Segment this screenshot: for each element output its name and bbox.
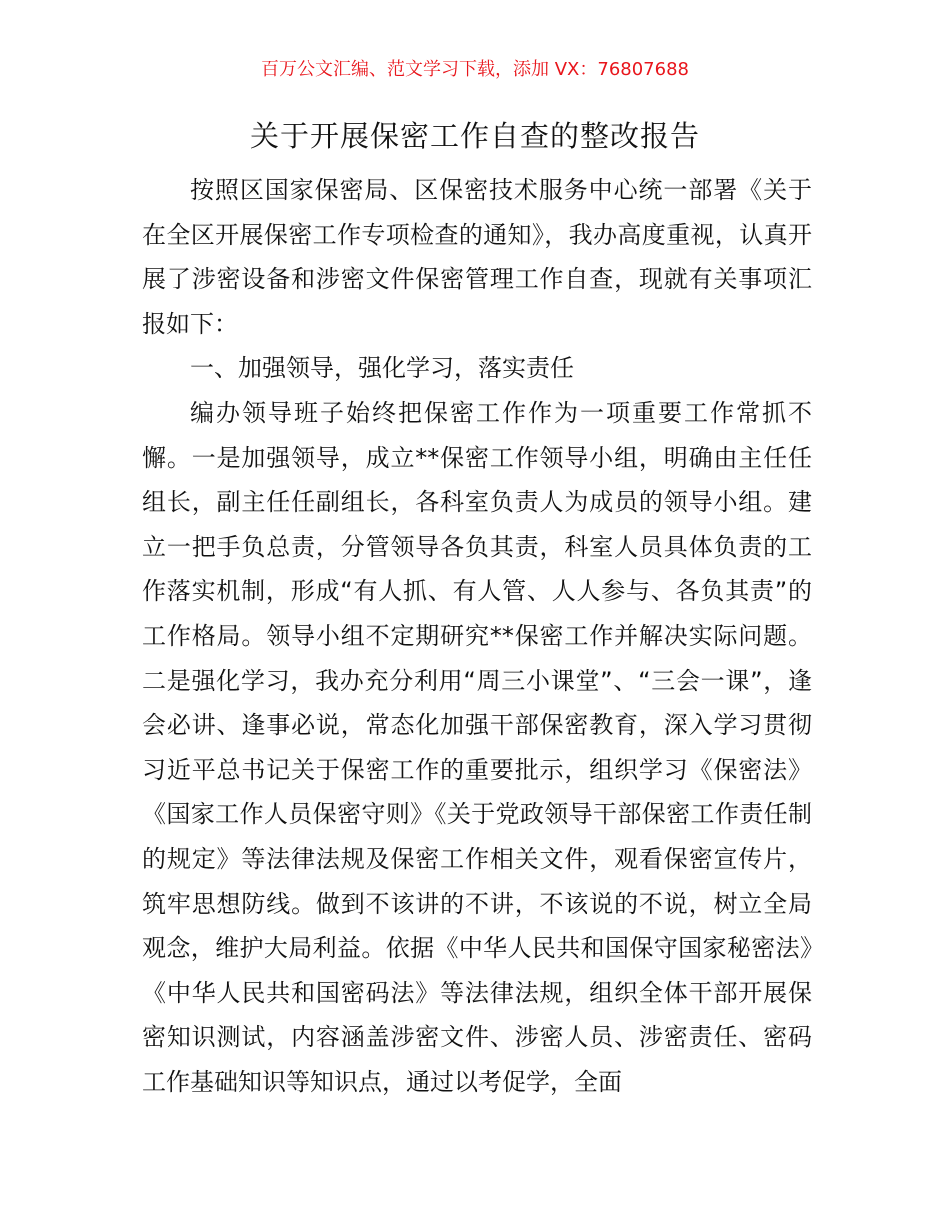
document-body [142, 168, 812, 1104]
section-1-heading: 一、加强领导，强化学习，落实责任 [190, 354, 574, 383]
watermark-header: 百万公文汇编、范文学习下载，添加 VX：76807688 [261, 59, 689, 80]
intro-paragraph: 按照区国家保密局、区保密技术服务中心统一部署《关于在全区开展保密工作专项检查的通知》，我办高度重视，认真开展了涉密设备和涉密文件保密管理工作自查，现就有关事项汇报如下： [142, 176, 812, 338]
document-title: 关于开展保密工作自查的整改报告 [249, 119, 700, 153]
section-1-paragraph: 编办领导班子始终把保密工作作为一项重要工作常抓不懈。一是加强领导，成立**保密工作领导小组，明确由主任任组长，副主任任副组长，各科室负责人为成员的领导小组。建立一把手负总责，分管领导各负其责，科室人员具体负责的工作落实机制，形成“有人抓、有人管、人人参与、各负其责”的工作格局。领导小组不定期研究**保密工作并解决实际问题。二是强化学习，我办充分利用“周三小课堂”、“三会一课”，逢会必讲、逢事必说，常态化加强干部保密教育，深入学习贯彻习近平总书记关于保密工作的重要批示，组织学习《保密法》《国家工作人员保密守则》《关于党政领导干部保密工作责任制的规定》等法律法规及保密工作相关文件，观看保密宣传片，筑牢思想防线。做到不该讲的不讲，不该说的不说，树立全局观念，维护大局利益。依据《中华人民共和国保守国家秘密法》《中华人民共和国密码法》等法律法规，组织全体干部开展保密知识测试，内容涵盖涉密文件、涉密人员、涉密责任、密码工作基础知识等知识点，通过以考促学，全面 [142, 398, 812, 1096]
